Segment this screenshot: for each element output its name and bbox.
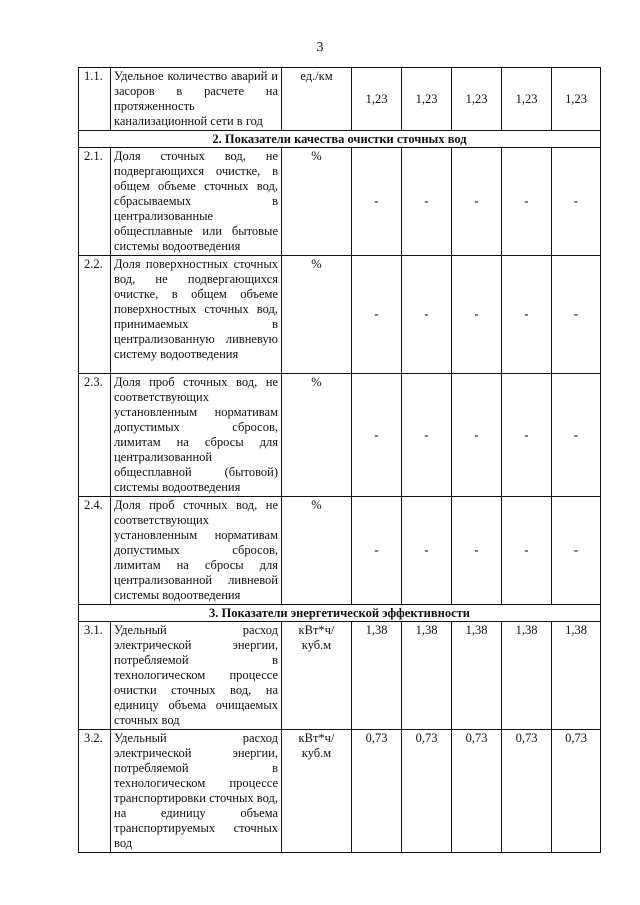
indicator-name: Доля поверхностных сточных вод, не подвергающихся очистке, в общем объеме поверхностных сточных вод, принимаемых в централизованную ливневую систему водоотведения	[111, 256, 282, 374]
value-cell: -	[452, 256, 502, 374]
section-title: 3. Показатели энергетической эффективности	[79, 605, 601, 622]
indicators-table	[78, 67, 601, 853]
row-number: 1.1.	[79, 68, 111, 131]
table-row	[79, 256, 601, 374]
table-row	[79, 497, 601, 605]
table-row	[79, 148, 601, 256]
unit-cell: %	[282, 256, 352, 374]
page-number: 3	[316, 40, 324, 55]
value-cell: -	[352, 148, 402, 256]
row-number: 3.2.	[79, 730, 111, 853]
value-cell: -	[352, 374, 402, 497]
unit-cell: ед./км	[282, 68, 352, 131]
value-cell: 1,38	[452, 622, 502, 730]
value-cell: -	[452, 148, 502, 256]
indicator-name: Доля проб сточных вод, не соответствующих установленным нормативам допустимых сбросов, лимитам на сбросы для централизованной ливневой системы водоотведения	[111, 497, 282, 605]
value-cell: 0,73	[402, 730, 452, 853]
value-cell: -	[552, 148, 601, 256]
row-number: 2.2.	[79, 256, 111, 374]
value-cell: -	[552, 256, 601, 374]
row-number: 2.4.	[79, 497, 111, 605]
indicator-name: Доля проб сточных вод, не соответствующих установленным нормативам допустимых сбросов, лимитам на сбросы для централизованной общесплавной (бытовой) системы водоотведения	[111, 374, 282, 497]
unit-cell: кВт*ч/ куб.м	[282, 622, 352, 730]
indicator-name: Доля сточных вод, не подвергающихся очистке, в общем объеме сточных вод, сбрасываемых в централизованные общесплавные или бытовые системы водоотведения	[111, 148, 282, 256]
value-cell: -	[502, 497, 552, 605]
value-cell: -	[402, 256, 452, 374]
value-cell: 1,23	[552, 68, 601, 131]
value-cell: 1,23	[502, 68, 552, 131]
value-cell: 1,38	[402, 622, 452, 730]
unit-cell: %	[282, 497, 352, 605]
value-cell: 0,73	[552, 730, 601, 853]
value-cell: -	[502, 374, 552, 497]
value-cell: -	[402, 497, 452, 605]
value-cell: -	[352, 256, 402, 374]
table-row	[79, 730, 601, 853]
value-cell: 1,23	[402, 68, 452, 131]
value-cell: -	[402, 374, 452, 497]
value-cell: 1,38	[552, 622, 601, 730]
section-title: 2. Показатели качества очистки сточных вод	[79, 131, 601, 148]
indicator-name: Удельное количество аварий и засоров в расчете на протяженность канализационной сети в год	[111, 68, 282, 131]
unit-cell: %	[282, 148, 352, 256]
section-header-row	[79, 131, 601, 148]
unit-cell: %	[282, 374, 352, 497]
row-number: 2.3.	[79, 374, 111, 497]
table-row	[79, 68, 601, 131]
indicator-name: Удельный расход электрической энергии, потребляемой в технологическом процессе очистки сточных вод, на единицу объема очищаемых сточных вод	[111, 622, 282, 730]
value-cell: 1,23	[352, 68, 402, 131]
unit-cell: кВт*ч/ куб.м	[282, 730, 352, 853]
table-row	[79, 374, 601, 497]
value-cell: -	[402, 148, 452, 256]
table-row	[79, 622, 601, 730]
value-cell: 0,73	[352, 730, 402, 853]
value-cell: 0,73	[502, 730, 552, 853]
value-cell: -	[552, 497, 601, 605]
value-cell: -	[452, 497, 502, 605]
value-cell: 1,23	[452, 68, 502, 131]
value-cell: 1,38	[352, 622, 402, 730]
indicator-name: Удельный расход электрической энергии, потребляемой в технологическом процессе транспортировки сточных вод, на единицу объема транспортируемых сточных вод	[111, 730, 282, 853]
value-cell: -	[502, 148, 552, 256]
value-cell: -	[502, 256, 552, 374]
value-cell: 1,38	[502, 622, 552, 730]
value-cell: -	[452, 374, 502, 497]
value-cell: 0,73	[452, 730, 502, 853]
value-cell: -	[352, 497, 402, 605]
value-cell: -	[552, 374, 601, 497]
row-number: 3.1.	[79, 622, 111, 730]
section-header-row	[79, 605, 601, 622]
row-number: 2.1.	[79, 148, 111, 256]
table-body	[79, 68, 601, 853]
